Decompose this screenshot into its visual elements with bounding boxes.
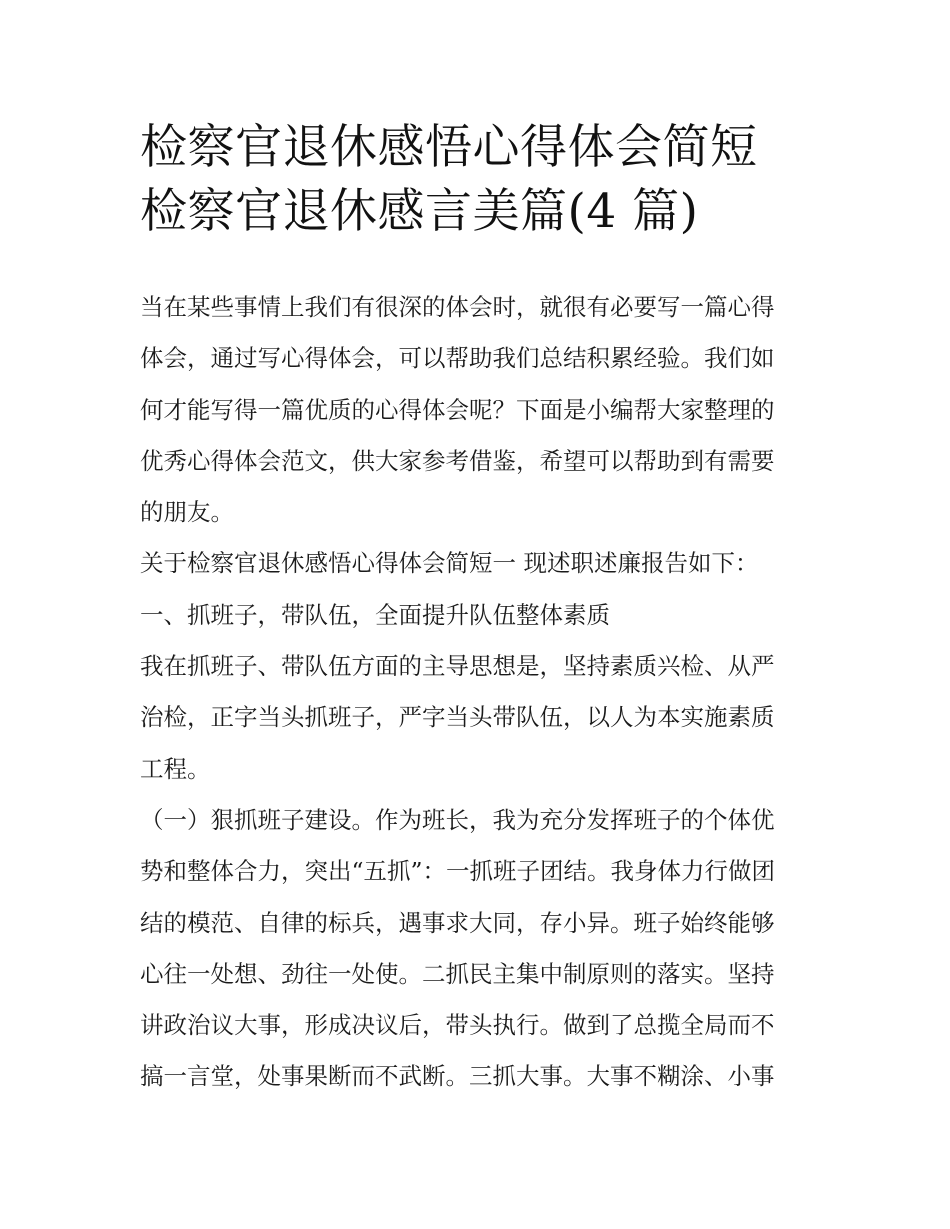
intro-line-1: 当在某些事情上我们有很深的体会时，就很有必要写一篇心得 — [140, 293, 775, 321]
paragraph-3-line-6: 搞一言堂，处事果断而不武断。三抓大事。大事不糊涂、小事 — [140, 1062, 775, 1091]
paragraph-3-line-2: 势和整体合力，突出“五抓”：一抓班子团结。我身体力行做团 — [140, 857, 776, 886]
intro-line-5: 的朋友。 — [140, 498, 234, 527]
paragraph-2 — [140, 641, 812, 795]
paragraph-2-line-2: 治检，正字当头抓班子，严字当头带队伍，以人为本实施素质 — [140, 703, 775, 732]
paragraph-3 — [140, 795, 812, 1103]
document-title — [140, 116, 840, 244]
section-heading: 关于检察官退休感悟心得体会简短一 现述职述廉报告如下： — [140, 549, 759, 578]
intro-line-4: 优秀心得体会范文，供大家参考借鉴，希望可以帮助到有需要 — [140, 446, 775, 475]
paragraph-3-line-4: 心往一处想、劲往一处使。二抓民主集中制原则的落实。坚持 — [140, 959, 775, 988]
intro-line-3: 何才能写得一篇优质的心得体会呢？下面是小编帮大家整理的 — [140, 395, 775, 424]
subheading-1: 一、抓班子，带队伍，全面提升队伍整体素质 — [140, 600, 610, 629]
paragraph-3-line-3: 结的模范、自律的标兵，遇事求大同，存小异。班子始终能够 — [140, 908, 775, 937]
title-line-1: 检察官退休感悟心得体会简短 — [140, 120, 758, 175]
paragraph-2-line-3: 工程。 — [140, 754, 211, 783]
intro-paragraph — [140, 282, 812, 538]
paragraph-2-line-1: 我在抓班子、带队伍方面的主导思想是，坚持素质兴检、从严 — [140, 652, 775, 681]
paragraph-3-line-5: 讲政治议大事，形成决议后，带头执行。做到了总揽全局而不 — [140, 1011, 775, 1040]
intro-line-2: 体会，通过写心得体会，可以帮助我们总结积累经验。我们如 — [140, 344, 775, 373]
paragraph-3-line-1: （一）狠抓班子建设。作为班长，我为充分发挥班子的个体优 — [140, 805, 775, 834]
document-body — [140, 282, 812, 1103]
title-line-2: 检察官退休感言美篇(4 篇) — [140, 184, 699, 239]
